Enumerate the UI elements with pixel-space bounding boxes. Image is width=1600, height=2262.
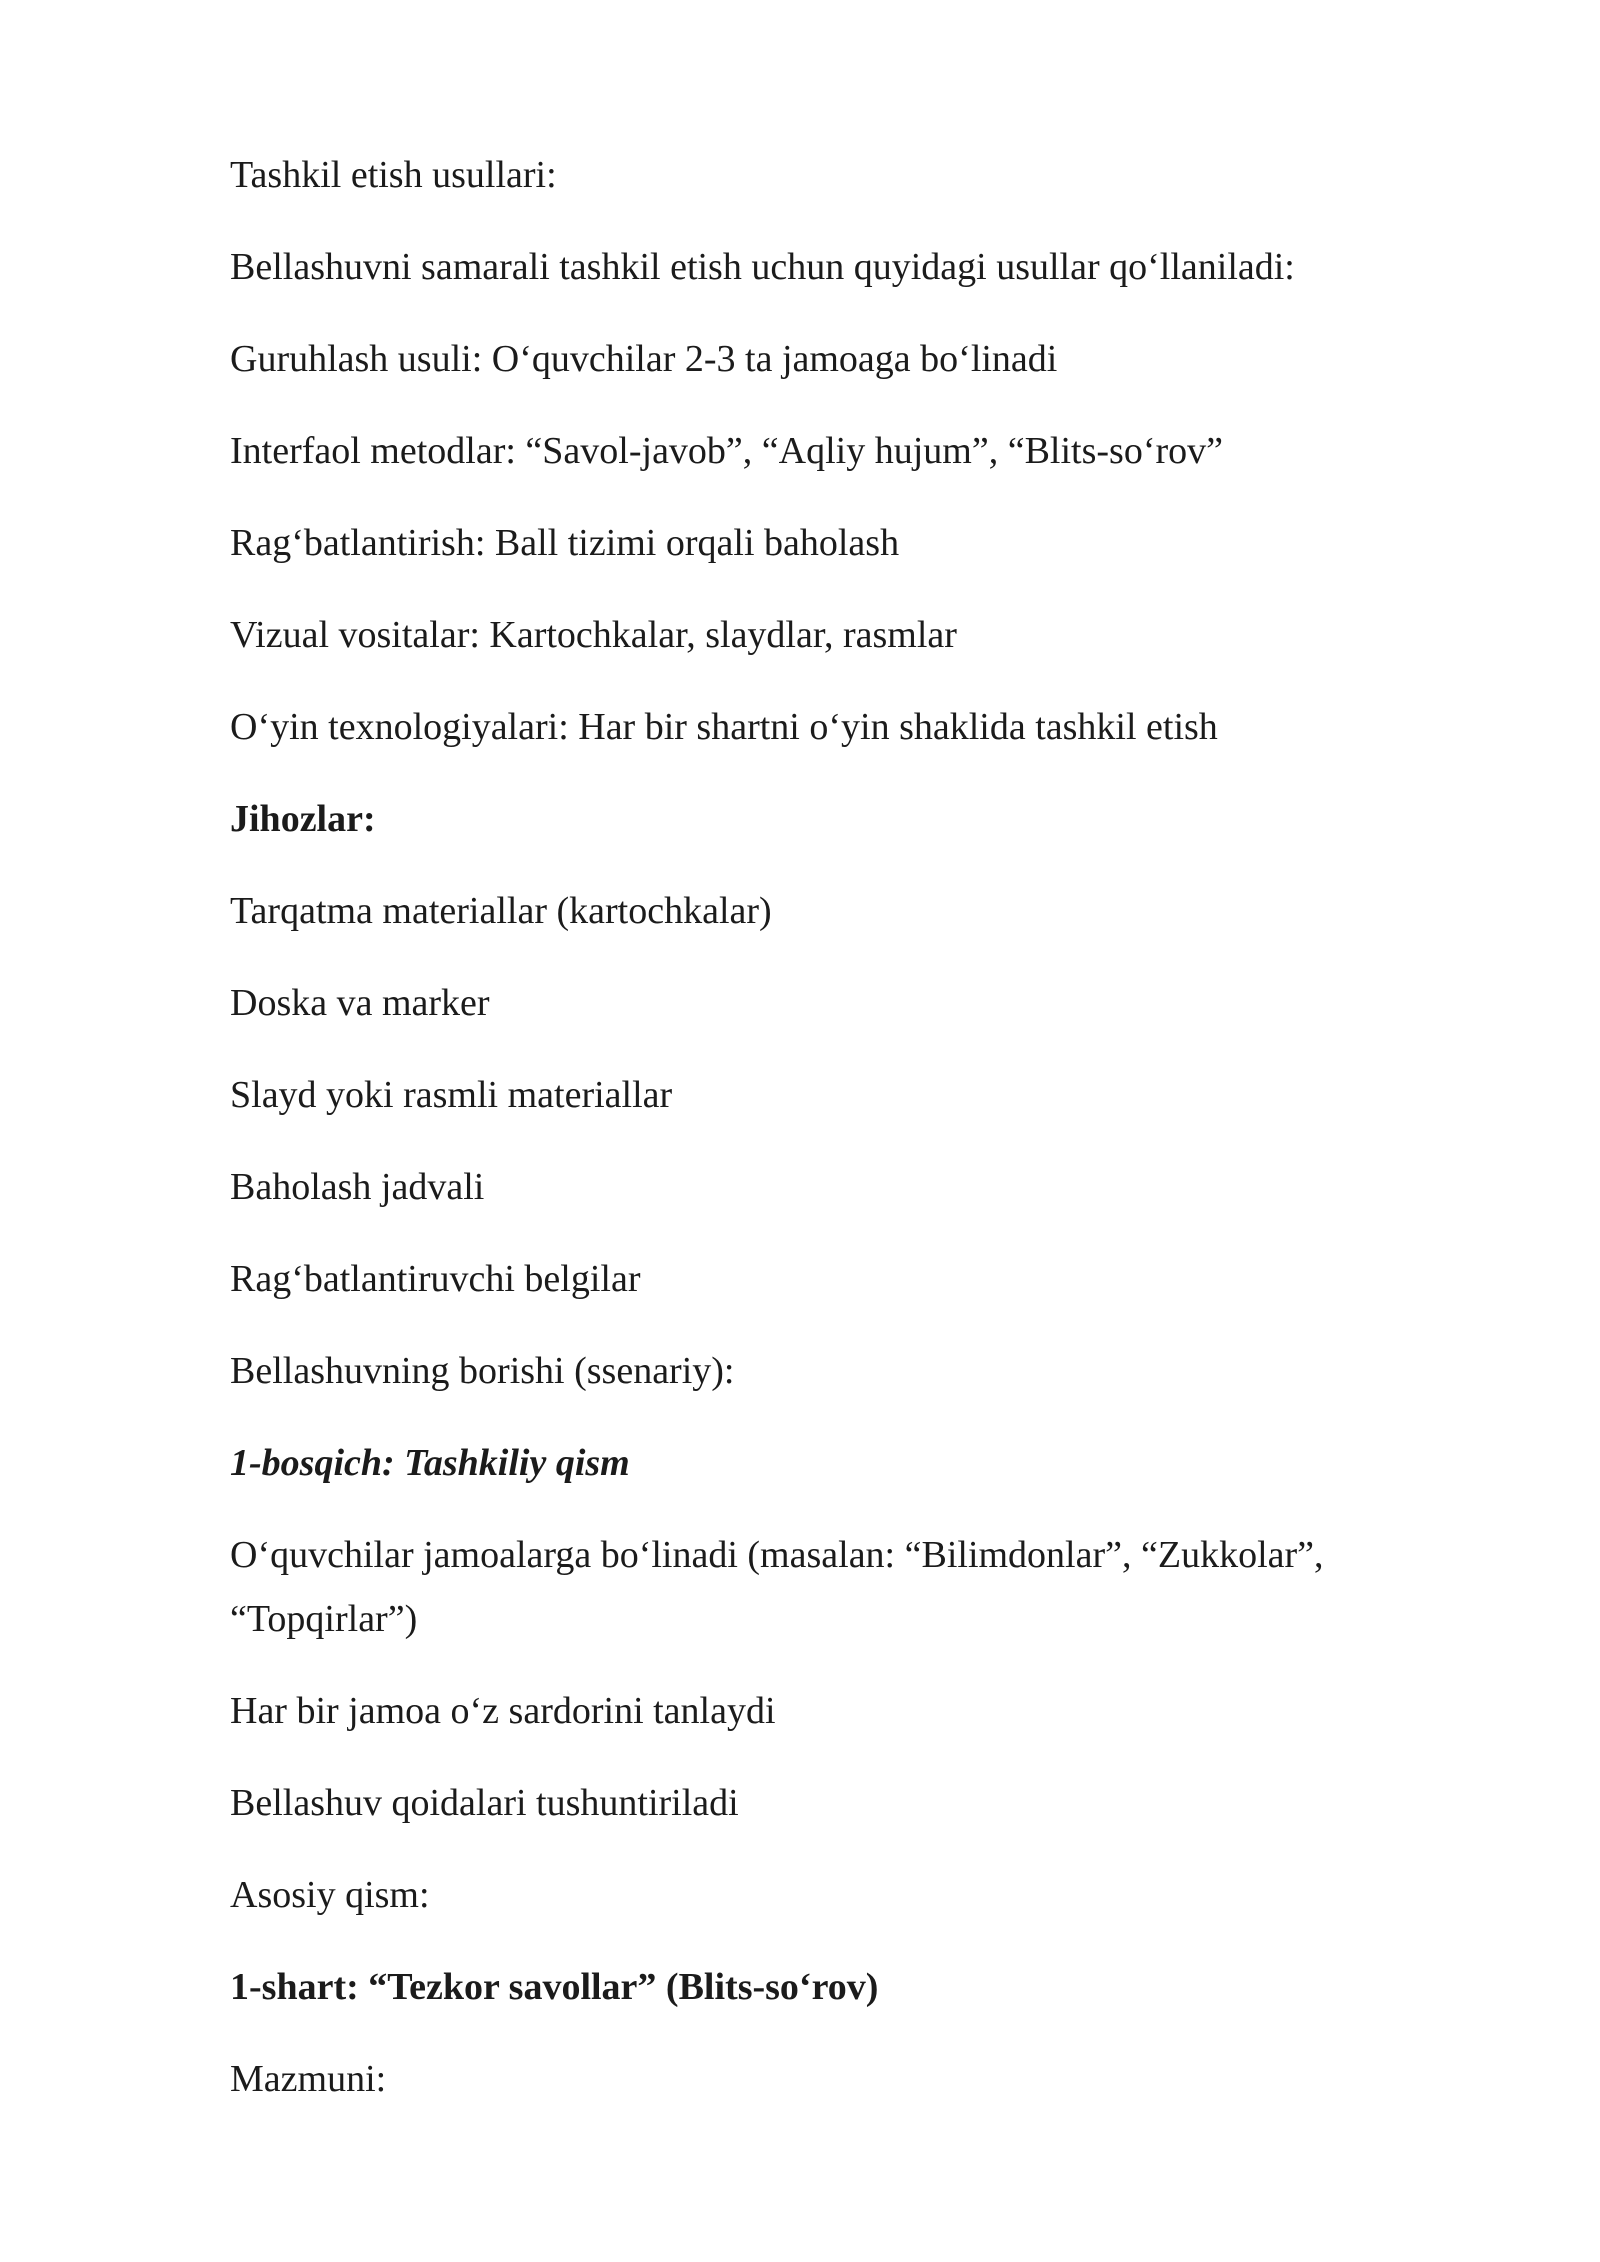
paragraph-teams-line-1: O‘quvchilar jamoalarga bo‘linadi (masalan: “Bilimdonlar”, “Zukkolar”, bbox=[230, 1534, 1324, 1576]
paragraph-teams-line-2: “Topqirlar”) bbox=[230, 1598, 418, 1640]
list-item-handouts: Tarqatma materiallar (kartochkalar) bbox=[230, 890, 772, 932]
list-item-badges: Rag‘batlantiruvchi belgilar bbox=[230, 1258, 641, 1300]
paragraph-content-label: Mazmuni: bbox=[230, 2058, 387, 2100]
paragraph-grouping: Guruhlash usuli: O‘quvchilar 2-3 ta jamoaga bo‘linadi bbox=[230, 338, 1058, 380]
list-item-slides: Slayd yoki rasmli materiallar bbox=[230, 1074, 673, 1116]
paragraph-intro: Bellashuvni samarali tashkil etish uchun quyidagi usullar qo‘llaniladi: bbox=[230, 246, 1295, 288]
paragraph-game-tech: O‘yin texnologiyalari: Har bir shartni o‘yin shaklida tashkil etish bbox=[230, 706, 1218, 748]
paragraph-interactive-methods: Interfaol metodlar: “Savol-javob”, “Aqliy hujum”, “Blits-so‘rov” bbox=[230, 430, 1223, 472]
list-item-grading-table: Baholash jadvali bbox=[230, 1166, 485, 1208]
paragraph-captain: Har bir jamoa o‘z sardorini tanlaydi bbox=[230, 1690, 776, 1732]
paragraph-rules: Bellashuv qoidalari tushuntiriladi bbox=[230, 1782, 739, 1824]
paragraph-visual-aids: Vizual vositalar: Kartochkalar, slaydlar, rasmlar bbox=[230, 614, 957, 656]
section-heading-methods: Tashkil etish usullari: bbox=[230, 154, 557, 196]
stage-heading-1: 1-bosqich: Tashkiliy qism bbox=[230, 1442, 630, 1484]
list-item-board: Doska va marker bbox=[230, 982, 490, 1024]
section-heading-equipment: Jihozlar: bbox=[230, 798, 376, 840]
section-heading-main: Asosiy qism: bbox=[230, 1874, 430, 1916]
paragraph-motivation: Rag‘batlantirish: Ball tizimi orqali baholash bbox=[230, 522, 900, 564]
task-heading-1: 1-shart: “Tezkor savollar” (Blits-so‘rov) bbox=[230, 1966, 879, 2008]
section-heading-scenario: Bellashuvning borishi (ssenariy): bbox=[230, 1350, 735, 1392]
